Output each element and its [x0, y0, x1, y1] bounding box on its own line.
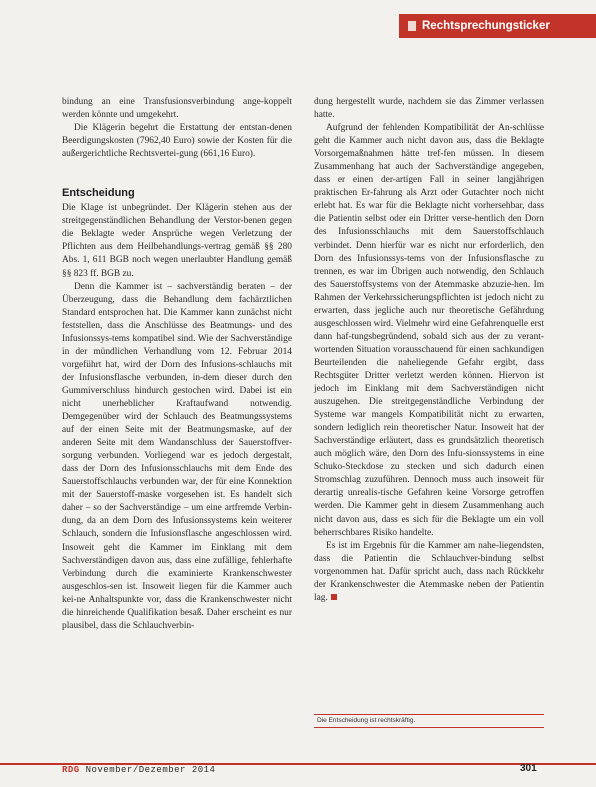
paragraph: bindung an eine Transfusionsverbindung ange-koppelt werden könnte und umgekehrt.	[62, 97, 292, 121]
paragraph-text: Es ist im Ergebnis für die Kammer am nahe-liegendsten, dass die Patientin die Schlauchver-bindung selbst vorgenommen hat. Dafür spricht auch, dass nach Rückkehr der Krankenschwester die Atemmaske neben der Patientin lag.	[314, 540, 544, 603]
section-heading: Entscheidung	[62, 187, 135, 200]
left-column	[62, 96, 292, 633]
paragraph: Die Klägerin begehrt die Erstattung der entstan-denen Beerdigungskosten (7962,40 Euro) sowie der Kosten für die außergerichtliche Rechtsvertei-gung (661,16 Euro).	[62, 123, 292, 160]
paragraph-final	[314, 540, 544, 605]
paragraph: Denn die Kammer ist – sachverständig beraten – der Überzeugung, dass die Behandlung dem fachärztlichen Standard entsprochen hat. Die Kammer kann zunächst nicht feststellen, dass die Anschlüsse des Beatmungs- und des Infusionssys-tems kompatibel sind. Wie der Sachverständige in der mündlichen Verhandlung vom 12. Februar 2014 vorgeführt hat, wird der Dorn des Infusions-schlauchs mit der Infusionsflasche verbunden, in-dem dieser durch den Gummiverschluss hindurch gestochen wird. Dabei ist ein nicht unerheblicher Kraftaufwand notwendig. Demgegenüber wird der Schlauch des Beatmungssystems auf der einen Seite mit der Beatmungsmaske, auf der anderen Seite mit dem Wandanschluss der Sauerstoffver-sorgung verbunden. Vorliegend war es jedoch dergestalt, dass der Dorn des Infusionsschlauchs mit dem Ende des Sauerstoffschlauchs verbunden war, der für eine Konnektion mit der Sauerstoff-maske vorgesehen ist. Es handelt sich daher – so der Sachverständige – um eine artfremde Verbin-dung, da an dem Dorn des Infusionssystems kein weiterer Schlauch, sondern die Infusionsflasche angeschlossen wird. Insoweit geht die Kammer im Einklang mit dem Sachverständigen davon aus, dass eine zufällige, fehlerhafte Verbindung durch die examinierte Krankenschwester ausgeschlos-sen ist. Insoweit liegen für die Kammer auch kei-ne Anhaltspunkte vor, dass die Krankenschwester nicht die hinreichende Qualifikation besaß. Daher erscheint es nur plausibel, dass die Schlauchverbin-	[62, 281, 292, 631]
section-tag-label: Rechtsprechungsticker	[422, 20, 550, 32]
paragraph: Aufgrund der fehlenden Kompatibilität der An-schlüsse geht die Kammer auch nicht davon aus, dass die Beklagte Vorsorgemaßnahmen hätte tref-fen müssen. In diesem Zusammenhang hat auch der Sachverständige angegeben, dass er einen der-artigen Fall in seiner langjährigen praktischen Er-fahrung als Arzt oder Gutachter noch nicht erlebt hat. Es war für die Beklagte nicht vorhersehbar, dass die Patientin selbst oder ein Dritter verse-hentlich den Dorn des Infusionsschlauchs mit dem Sauerstoffschlauch verbindet. Denn hierfür war es nicht nur erforderlich, den Dorn des Infusionssys-tems von der Infusionsflasche zu trennen, es war im Übrigen auch notwendig, den Schlauch des Sauerstoffsystems von der Atemmaske abzuzie-hen. Im Rahmen der Verkehrssicherungspflichten ist jedoch nicht zu erwarten, dass jegliche auch nur theoretische Gefährdung ausgeschlossen wird. Vielmehr wird eine Gefahrenquelle erst dann haf-tungsbegründend, sobald sich aus der zu verant-wortenden Situation vorausschauend für einen sachkundigen Beurteilenden die naheliegende Gefahr ergibt, dass Rechtsgüter Dritter verletzt werden können. Hiervon ist jedoch im Einklang mit dem Sachverständigen nicht auszugehen. Die streitgegenständliche Verbindung der Systeme war mangels Kompatibilität nicht zu erwarten, sondern lediglich rein theoretischer Natur. Insoweit hat der Sachverständige erläutert, dass es grundsätzlich theoretisch auch möglich wäre, den Dorn des Infu-sionssystems in eine Schuko-Steckdose zu stecken und sich dadurch einen Stromschlag zuzuführen. Dennoch muss auch insoweit für derartig unrealis-tische Gefahren keine Vorsorge getroffen werden. Die Kammer geht in diesem Zusammenhang auch nicht davon aus, dass es sich für die Beklagte um ein voll beherrschbares Risiko handelte.	[314, 123, 544, 538]
decision-note: Die Entscheidung ist rechtskräftig.	[314, 714, 544, 728]
end-mark-icon	[331, 594, 337, 600]
footer-brand: RDG	[62, 765, 80, 775]
paragraph: Die Klage ist unbegründet. Der Klägerin stehen aus der streitgegenständlichen Behandlung der Verstor-benen gegen die Beklagte weder Ansprüche wegen Verletzung der Pflichten aus dem Heilbehandlungs-vertrag gemäß §§ 280 Abs. 1, 611 BGB noch wegen unerlaubter Handlung gemäß §§ 823 ff. BGB zu.	[62, 203, 292, 279]
footer-issue: November/Dezember 2014	[85, 765, 216, 775]
right-column	[314, 96, 544, 605]
section-square-icon	[408, 21, 416, 31]
section-tag	[399, 14, 596, 38]
footer	[62, 765, 215, 775]
page-number: 301	[520, 763, 537, 774]
paragraph: dung hergestellt wurde, nachdem sie das Zimmer verlassen hatte.	[314, 97, 544, 121]
